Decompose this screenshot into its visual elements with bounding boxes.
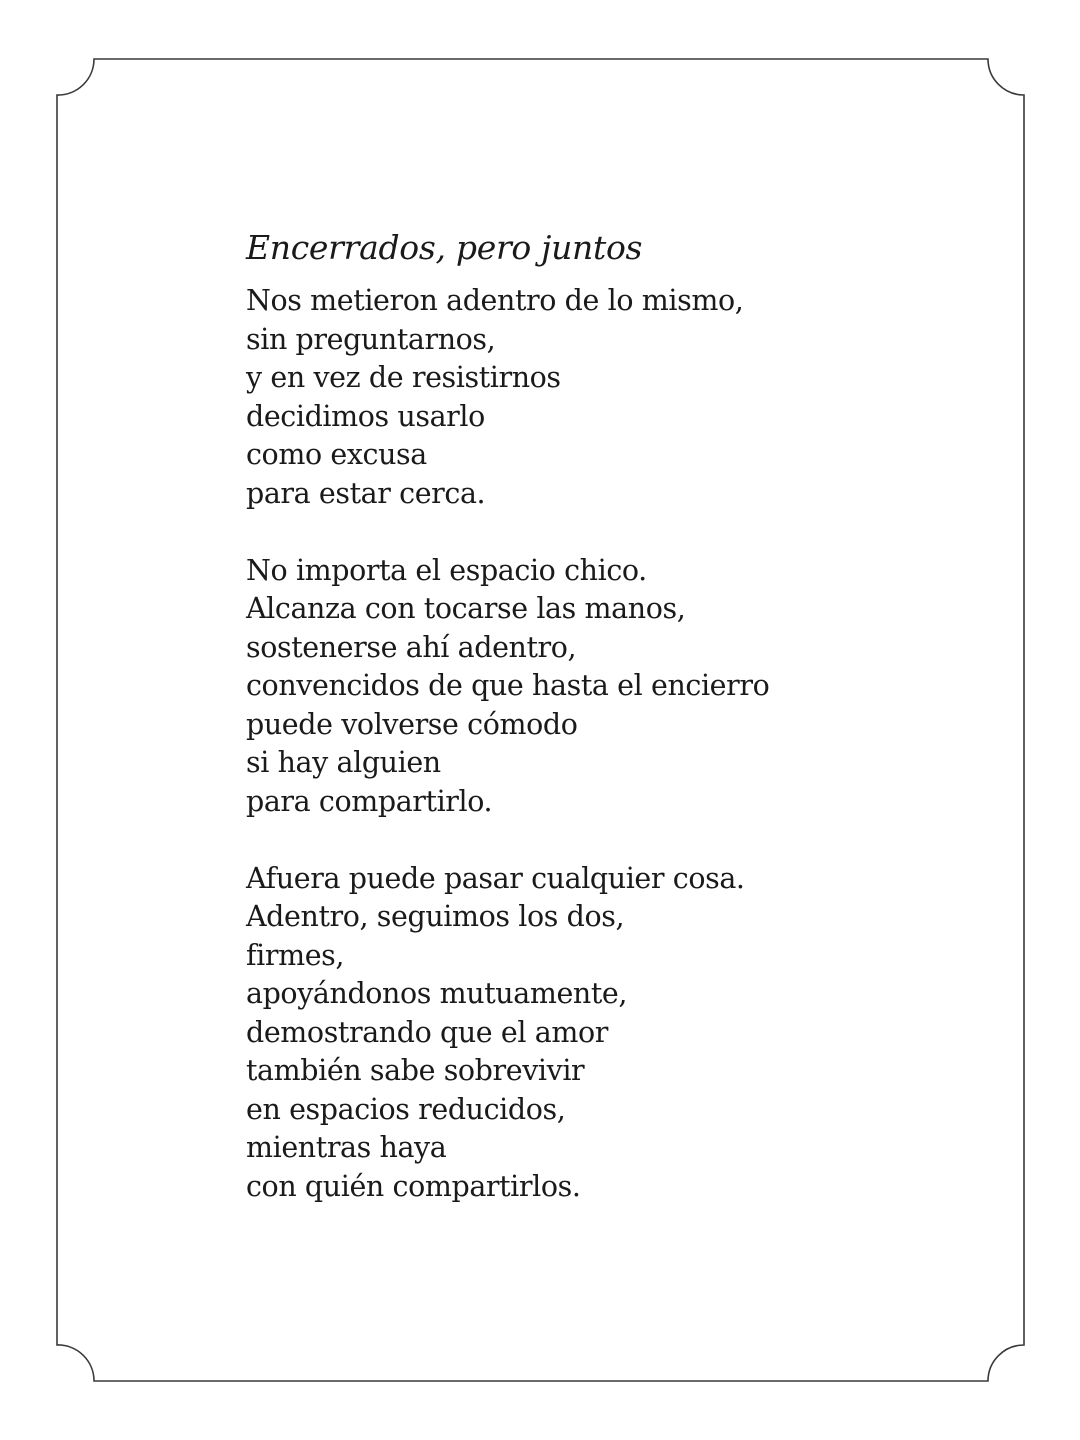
stanza-3 bbox=[246, 860, 946, 1207]
poem-title: Encerrados, pero juntos bbox=[246, 228, 643, 267]
poem-line: decidimos usarlo bbox=[246, 399, 485, 433]
poem-line: puede volverse cómodo bbox=[246, 707, 578, 741]
poem-line: Alcanza con tocarse las manos, bbox=[246, 592, 686, 625]
poem-line: sin preguntarnos, bbox=[246, 322, 496, 356]
poem-line: como excusa bbox=[246, 438, 427, 471]
poem-line: en espacios reducidos, bbox=[246, 1092, 566, 1126]
poem-line: Nos metieron adentro de lo mismo, bbox=[246, 284, 744, 317]
poem-line: si hay alguien bbox=[246, 746, 441, 779]
poem-line: firmes, bbox=[246, 938, 345, 972]
poem-line: sostenerse ahí adentro, bbox=[246, 630, 577, 664]
poem-line: con quién compartirlos. bbox=[246, 1169, 581, 1203]
poem-line: para estar cerca. bbox=[246, 476, 486, 510]
poem-line: No importa el espacio chico. bbox=[246, 553, 647, 587]
poem-line: apoyándonos mutuamente, bbox=[246, 977, 628, 1010]
poem-line: convencidos de que hasta el encierro bbox=[246, 669, 770, 702]
poem-line: mientras haya bbox=[246, 1131, 447, 1164]
stanza-2 bbox=[246, 552, 946, 822]
poem-line: también sabe sobrevivir bbox=[246, 1054, 585, 1087]
poem bbox=[246, 226, 946, 1245]
poem-line: y en vez de resistirnos bbox=[246, 361, 561, 394]
poem-line: Adentro, seguimos los dos, bbox=[246, 900, 625, 933]
stanza-1 bbox=[246, 282, 946, 513]
poem-line: demostrando que el amor bbox=[246, 1015, 608, 1049]
poem-line: para compartirlo. bbox=[246, 784, 493, 818]
poem-line: Afuera puede pasar cualquier cosa. bbox=[246, 861, 745, 895]
